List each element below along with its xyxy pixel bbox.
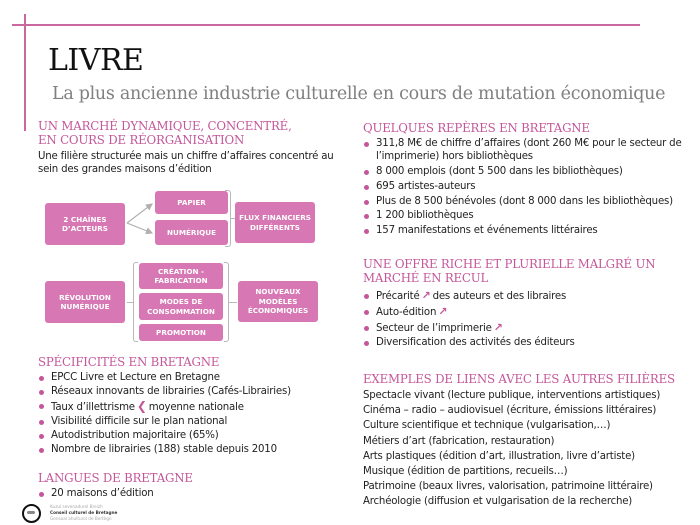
list-item: Musique (édition de partitions, recueils…): [363, 466, 568, 478]
diagram2-result-box: NOUVEAUX MODÈLES ÉCONOMIQUES: [238, 281, 318, 322]
list-item: 1 200 bibliothèques: [363, 209, 693, 224]
list-item: Réseaux innovants de librairies (Cafés-Librairies): [38, 385, 338, 399]
list-item: Culture scientifique et technique (vulgarisation,…): [363, 420, 611, 432]
list-item-text: Secteur de l’imprimerie: [376, 322, 492, 334]
list-item: 695 artistes-auteurs: [363, 180, 693, 195]
less-than-icon: ❮: [136, 399, 147, 413]
diagram2-item-promotion: PROMOTION: [139, 324, 223, 341]
page-title: LIVRE: [48, 43, 144, 78]
diagram1-branch-papier: PAPIER: [155, 191, 228, 214]
liens-list: [363, 388, 698, 510]
list-item-text: Diversification des activités des éditeurs: [376, 337, 575, 349]
logo-line-french: Conseil culturel de Bretagne: [50, 510, 118, 515]
arrow-up-icon: ↗: [438, 304, 448, 318]
market-heading-line1: UN MARCHÉ DYNAMIQUE, CONCENTRÉ,: [38, 119, 292, 133]
list-item: 8 000 emplois (dont 5 500 dans les bibliothèques): [363, 165, 693, 180]
list-item: [363, 289, 693, 305]
list-item: Plus de 8 500 bénévoles (dont 8 000 dans les bibliothèques): [363, 195, 693, 210]
diagram2-left-bracket: [133, 262, 138, 342]
list-item: [363, 336, 693, 351]
diagram1-branch-numerique: NUMÉRIQUE: [155, 220, 228, 245]
logo-line-breton: Kuzul sevenadurel Breizh: [50, 504, 103, 509]
diagram1-result-box: FLUX FINANCIERS DIFFÉRENTS: [235, 202, 315, 243]
logo-bird-icon: [27, 511, 35, 514]
offre-heading-line2: MARCHÉ EN RECUL: [363, 271, 489, 285]
list-item: Spectacle vivant (lecture publique, interventions artistiques): [363, 390, 661, 401]
offre-heading-line1: UNE OFFRE RICHE ET PLURIELLE MALGRÉ UN: [363, 257, 656, 271]
diagram2-item-modes: MODES DE CONSOMMATION: [139, 293, 223, 320]
list-item-suffix: moyenne nationale: [148, 402, 244, 413]
list-item: Autodistribution majoritaire (65%): [38, 429, 338, 443]
arrow-up-icon: ↗: [421, 289, 431, 302]
diagram2-item-creation: CRÉATION - FABRICATION: [139, 263, 223, 289]
list-item-text: Taux d’illettrisme: [51, 402, 135, 413]
langues-list: [38, 487, 338, 501]
list-item: 20 maisons d’édition: [38, 487, 338, 501]
langues-heading: LANGUES DE BRETAGNE: [38, 471, 193, 485]
list-item-text: Auto-édition: [376, 306, 437, 318]
reperes-list: [363, 137, 693, 239]
specificites-heading: SPÉCIFICITÉS EN BRETAGNE: [38, 355, 220, 369]
page-subtitle: La plus ancienne industrie culturelle en cours de mutation économique: [52, 84, 666, 104]
liens-heading: EXEMPLES DE LIENS AVEC LES AUTRES FILIÈRES: [363, 372, 675, 386]
diagram2-source-box: RÉVOLUTION NUMÉRIQUE: [45, 281, 125, 323]
list-item: Archéologie (diffusion et vulgarisation de la recherche): [363, 496, 633, 508]
list-item: Nombre de librairies (188) stable depuis 2010: [38, 443, 338, 457]
list-item: [363, 321, 693, 337]
market-intro: Une filière structurée mais un chiffre d’affaires concentré au sein des grandes maisons d’édition: [38, 151, 334, 175]
list-item: EPCC Livre et Lecture en Bretagne: [38, 371, 338, 385]
list-item-text: Précarité: [376, 291, 420, 302]
list-item: [38, 399, 338, 415]
offre-list: [363, 289, 693, 351]
list-item: [363, 305, 693, 321]
list-item: 311,8 M€ de chiffre d’affaires (dont 260 M€ pour le secteur de l’imprimerie) hors bibliothèques: [363, 137, 693, 163]
logo-line-gallo: Gensoal ahulturol de Bertègn: [50, 516, 112, 521]
reperes-heading: QUELQUES REPÈRES EN BRETAGNE: [363, 121, 590, 135]
offre-heading: [363, 257, 655, 285]
conseil-culturel-logo: [18, 503, 128, 523]
list-item: Cinéma – radio – audiovisuel (écriture, émissions littéraires): [363, 405, 657, 417]
logo-text: [50, 504, 117, 522]
diagram1-source-box: 2 CHAÎNES D’ACTEURS: [45, 203, 125, 245]
specificites-list: [38, 371, 338, 457]
list-item: Visibilité difficile sur le plan national: [38, 415, 338, 429]
list-item: Métiers d’art (fabrication, restauration): [363, 435, 555, 447]
list-item: Patrimoine (beaux livres, valorisation, patrimoine littéraire): [363, 481, 653, 493]
arrow-up-icon: ↗: [493, 320, 503, 334]
list-item: 157 manifestations et événements littéraires: [363, 224, 693, 239]
list-item: Arts plastiques (édition d’art, illustration, livre d’artiste): [363, 450, 635, 462]
market-heading-line2: EN COURS DE RÉORGANISATION: [38, 133, 245, 147]
list-item-suffix: des auteurs et des libraires: [432, 291, 567, 302]
diagram2-right-tick: [229, 302, 237, 303]
